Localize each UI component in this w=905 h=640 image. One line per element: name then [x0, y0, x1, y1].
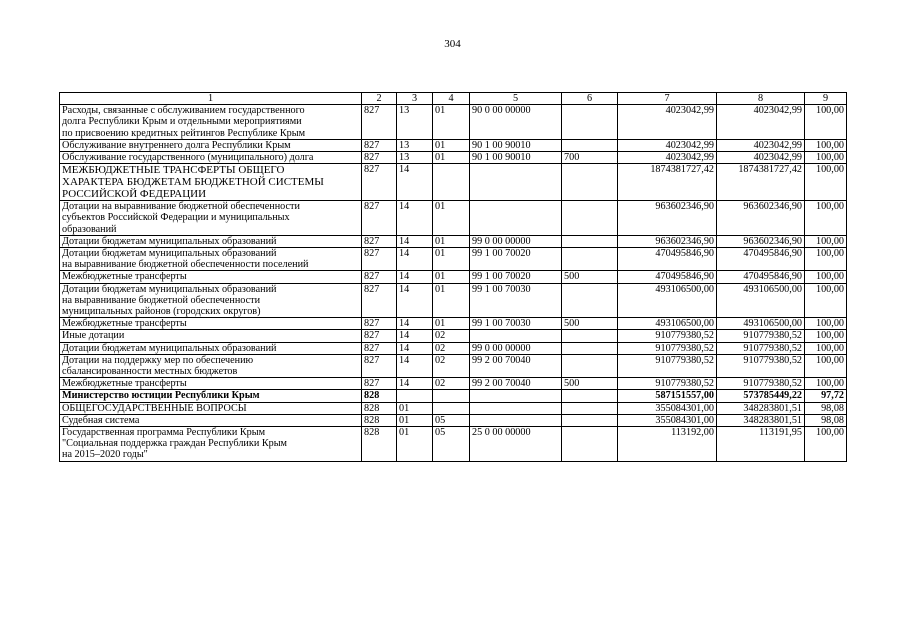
cell-planned-amount: 4023042,99 [618, 152, 717, 164]
cell-expense-type [562, 342, 618, 354]
column-header: 9 [805, 93, 847, 105]
row-name: МЕЖБЮДЖЕТНЫЕ ТРАНСФЕРТЫ ОБЩЕГО ХАРАКТЕРА БЮДЖЕТАМ БЮДЖЕТНОЙ СИСТЕМЫ РОССИЙСКОЙ ФЕДЕРАЦИИ [60, 164, 362, 201]
cell-admin-code: 827 [362, 201, 397, 236]
cell-section: 14 [397, 342, 433, 354]
cell-percent: 100,00 [805, 152, 847, 164]
cell-planned-amount: 113192,00 [618, 427, 717, 462]
cell-expense-type [562, 427, 618, 462]
cell-executed-amount: 573785449,22 [717, 390, 805, 402]
cell-expense-type [562, 201, 618, 236]
cell-executed-amount: 348283801,51 [717, 402, 805, 414]
cell-planned-amount: 470495846,90 [618, 248, 717, 271]
row-name: Дотации бюджетам муниципальных образований [60, 342, 362, 354]
row-name: Иные дотации [60, 330, 362, 342]
cell-subsection: 01 [433, 235, 470, 247]
cell-subsection: 05 [433, 414, 470, 426]
cell-section: 01 [397, 402, 433, 414]
cell-executed-amount: 910779380,52 [717, 342, 805, 354]
table-row [60, 139, 847, 151]
cell-admin-code: 827 [362, 235, 397, 247]
cell-target-article: 99 0 00 00000 [470, 235, 562, 247]
cell-section: 14 [397, 283, 433, 318]
row-name: Дотации бюджетам муниципальных образований [60, 235, 362, 247]
cell-target-article [470, 164, 562, 201]
table-row [60, 402, 847, 414]
cell-subsection: 02 [433, 354, 470, 377]
table-row [60, 105, 847, 140]
table-row [60, 248, 847, 271]
cell-section: 14 [397, 164, 433, 201]
row-name: Дотации на поддержку мер по обеспечению сбалансированности местных бюджетов [60, 354, 362, 377]
column-header: 7 [618, 93, 717, 105]
cell-executed-amount: 470495846,90 [717, 248, 805, 271]
cell-section: 14 [397, 378, 433, 390]
cell-admin-code: 827 [362, 354, 397, 377]
cell-executed-amount: 910779380,52 [717, 354, 805, 377]
cell-section: 14 [397, 201, 433, 236]
cell-section: 01 [397, 427, 433, 462]
cell-target-article: 99 1 00 70020 [470, 271, 562, 283]
cell-admin-code: 828 [362, 402, 397, 414]
cell-target-article [470, 330, 562, 342]
cell-planned-amount: 493106500,00 [618, 318, 717, 330]
cell-percent: 97,72 [805, 390, 847, 402]
cell-section: 14 [397, 235, 433, 247]
cell-executed-amount: 963602346,90 [717, 235, 805, 247]
cell-subsection: 01 [433, 152, 470, 164]
cell-section: 14 [397, 248, 433, 271]
cell-expense-type: 500 [562, 318, 618, 330]
cell-expense-type [562, 414, 618, 426]
table-row [60, 164, 847, 201]
cell-target-article: 90 0 00 00000 [470, 105, 562, 140]
table-row [60, 390, 847, 402]
cell-percent: 98,08 [805, 402, 847, 414]
cell-section [397, 390, 433, 402]
cell-section: 13 [397, 105, 433, 140]
cell-planned-amount: 1874381727,42 [618, 164, 717, 201]
cell-executed-amount: 910779380,52 [717, 330, 805, 342]
cell-admin-code: 827 [362, 342, 397, 354]
row-name: Государственная программа Республики Крым "Социальная поддержка граждан Республики Крым на 2015–2020 годы" [60, 427, 362, 462]
cell-expense-type [562, 330, 618, 342]
cell-expense-type [562, 283, 618, 318]
cell-executed-amount: 4023042,99 [717, 139, 805, 151]
cell-expense-type [562, 248, 618, 271]
cell-expense-type [562, 402, 618, 414]
column-header: 4 [433, 93, 470, 105]
cell-planned-amount: 910779380,52 [618, 342, 717, 354]
cell-percent: 100,00 [805, 139, 847, 151]
cell-admin-code: 827 [362, 152, 397, 164]
cell-executed-amount: 910779380,52 [717, 378, 805, 390]
column-header: 3 [397, 93, 433, 105]
table-row [60, 342, 847, 354]
cell-subsection: 01 [433, 271, 470, 283]
cell-executed-amount: 963602346,90 [717, 201, 805, 236]
cell-executed-amount: 493106500,00 [717, 283, 805, 318]
cell-subsection: 01 [433, 201, 470, 236]
cell-executed-amount: 4023042,99 [717, 152, 805, 164]
cell-target-article: 90 1 00 90010 [470, 152, 562, 164]
cell-executed-amount: 1874381727,42 [717, 164, 805, 201]
cell-planned-amount: 355084301,00 [618, 414, 717, 426]
table-row [60, 427, 847, 462]
cell-section: 13 [397, 152, 433, 164]
cell-executed-amount: 348283801,51 [717, 414, 805, 426]
column-header: 2 [362, 93, 397, 105]
cell-percent: 100,00 [805, 164, 847, 201]
cell-expense-type [562, 105, 618, 140]
column-number-header-row [60, 93, 847, 105]
row-name: Дотации бюджетам муниципальных образований на выравнивание бюджетной обеспеченности поселений [60, 248, 362, 271]
cell-subsection: 05 [433, 427, 470, 462]
cell-subsection: 01 [433, 139, 470, 151]
row-name: Расходы, связанные с обслуживанием государственного долга Республики Крым и отдельными мероприятиями по присвоению кредитных рейтингов Республике Крым [60, 105, 362, 140]
cell-planned-amount: 355084301,00 [618, 402, 717, 414]
cell-target-article [470, 390, 562, 402]
cell-section: 14 [397, 354, 433, 377]
cell-expense-type: 500 [562, 271, 618, 283]
cell-section: 14 [397, 330, 433, 342]
cell-subsection: 02 [433, 330, 470, 342]
table-row [60, 235, 847, 247]
table-row [60, 152, 847, 164]
cell-percent: 98,08 [805, 414, 847, 426]
cell-expense-type [562, 139, 618, 151]
cell-section: 13 [397, 139, 433, 151]
table-row [60, 283, 847, 318]
cell-target-article: 99 2 00 70040 [470, 378, 562, 390]
cell-subsection: 01 [433, 283, 470, 318]
cell-percent: 100,00 [805, 283, 847, 318]
row-name: Обслуживание государственного (муниципального) долга [60, 152, 362, 164]
cell-percent: 100,00 [805, 378, 847, 390]
table-row [60, 330, 847, 342]
cell-admin-code: 827 [362, 105, 397, 140]
cell-admin-code: 827 [362, 283, 397, 318]
cell-admin-code: 828 [362, 390, 397, 402]
cell-percent: 100,00 [805, 318, 847, 330]
cell-section: 14 [397, 271, 433, 283]
cell-target-article: 25 0 00 00000 [470, 427, 562, 462]
table-row [60, 271, 847, 283]
cell-target-article: 99 1 00 70030 [470, 283, 562, 318]
table-row [60, 378, 847, 390]
cell-percent: 100,00 [805, 201, 847, 236]
cell-percent: 100,00 [805, 354, 847, 377]
column-header: 6 [562, 93, 618, 105]
cell-subsection: 01 [433, 318, 470, 330]
row-name: Судебная система [60, 414, 362, 426]
table-row [60, 201, 847, 236]
cell-planned-amount: 910779380,52 [618, 354, 717, 377]
cell-percent: 100,00 [805, 105, 847, 140]
row-name: Межбюджетные трансферты [60, 378, 362, 390]
cell-planned-amount: 4023042,99 [618, 105, 717, 140]
cell-admin-code: 827 [362, 139, 397, 151]
cell-percent: 100,00 [805, 271, 847, 283]
cell-section: 01 [397, 414, 433, 426]
cell-target-article [470, 201, 562, 236]
cell-executed-amount: 493106500,00 [717, 318, 805, 330]
row-name: Межбюджетные трансферты [60, 271, 362, 283]
cell-subsection [433, 164, 470, 201]
row-name: Межбюджетные трансферты [60, 318, 362, 330]
table-row [60, 414, 847, 426]
cell-subsection [433, 402, 470, 414]
cell-admin-code: 827 [362, 378, 397, 390]
table-row [60, 318, 847, 330]
cell-percent: 100,00 [805, 330, 847, 342]
row-name: ОБЩЕГОСУДАРСТВЕННЫЕ ВОПРОСЫ [60, 402, 362, 414]
row-name: Обслуживание внутреннего долга Республики Крым [60, 139, 362, 151]
cell-subsection: 02 [433, 378, 470, 390]
cell-subsection: 02 [433, 342, 470, 354]
column-header: 1 [60, 93, 362, 105]
cell-expense-type [562, 354, 618, 377]
cell-percent: 100,00 [805, 427, 847, 462]
cell-subsection: 01 [433, 105, 470, 140]
cell-admin-code: 828 [362, 414, 397, 426]
cell-admin-code: 827 [362, 164, 397, 201]
cell-planned-amount: 963602346,90 [618, 235, 717, 247]
cell-executed-amount: 113191,95 [717, 427, 805, 462]
cell-target-article: 99 0 00 00000 [470, 342, 562, 354]
cell-executed-amount: 4023042,99 [717, 105, 805, 140]
cell-admin-code: 827 [362, 271, 397, 283]
cell-target-article [470, 414, 562, 426]
column-header: 8 [717, 93, 805, 105]
cell-target-article: 99 1 00 70030 [470, 318, 562, 330]
column-header: 5 [470, 93, 562, 105]
cell-percent: 100,00 [805, 248, 847, 271]
cell-planned-amount: 4023042,99 [618, 139, 717, 151]
cell-target-article [470, 402, 562, 414]
cell-target-article: 99 1 00 70020 [470, 248, 562, 271]
cell-admin-code: 827 [362, 318, 397, 330]
cell-percent: 100,00 [805, 342, 847, 354]
cell-planned-amount: 910779380,52 [618, 330, 717, 342]
cell-planned-amount: 910779380,52 [618, 378, 717, 390]
cell-admin-code: 827 [362, 330, 397, 342]
cell-target-article: 99 2 00 70040 [470, 354, 562, 377]
cell-subsection [433, 390, 470, 402]
cell-percent: 100,00 [805, 235, 847, 247]
cell-expense-type: 500 [562, 378, 618, 390]
cell-target-article: 90 1 00 90010 [470, 139, 562, 151]
cell-expense-type [562, 390, 618, 402]
cell-expense-type: 700 [562, 152, 618, 164]
cell-planned-amount: 963602346,90 [618, 201, 717, 236]
cell-executed-amount: 470495846,90 [717, 271, 805, 283]
row-name: Дотации на выравнивание бюджетной обеспеченности субъектов Российской Федерации и муниципальных образований [60, 201, 362, 236]
cell-planned-amount: 470495846,90 [618, 271, 717, 283]
cell-admin-code: 827 [362, 248, 397, 271]
cell-subsection: 01 [433, 248, 470, 271]
cell-planned-amount: 493106500,00 [618, 283, 717, 318]
cell-admin-code: 828 [362, 427, 397, 462]
cell-section: 14 [397, 318, 433, 330]
row-name: Дотации бюджетам муниципальных образований на выравнивание бюджетной обеспеченности муниципальных районов (городских округов) [60, 283, 362, 318]
table-row [60, 354, 847, 377]
row-name: Министерство юстиции Республики Крым [60, 390, 362, 402]
budget-table [59, 92, 847, 462]
cell-expense-type [562, 164, 618, 201]
page-number: 304 [444, 38, 461, 50]
cell-planned-amount: 587151557,00 [618, 390, 717, 402]
cell-expense-type [562, 235, 618, 247]
